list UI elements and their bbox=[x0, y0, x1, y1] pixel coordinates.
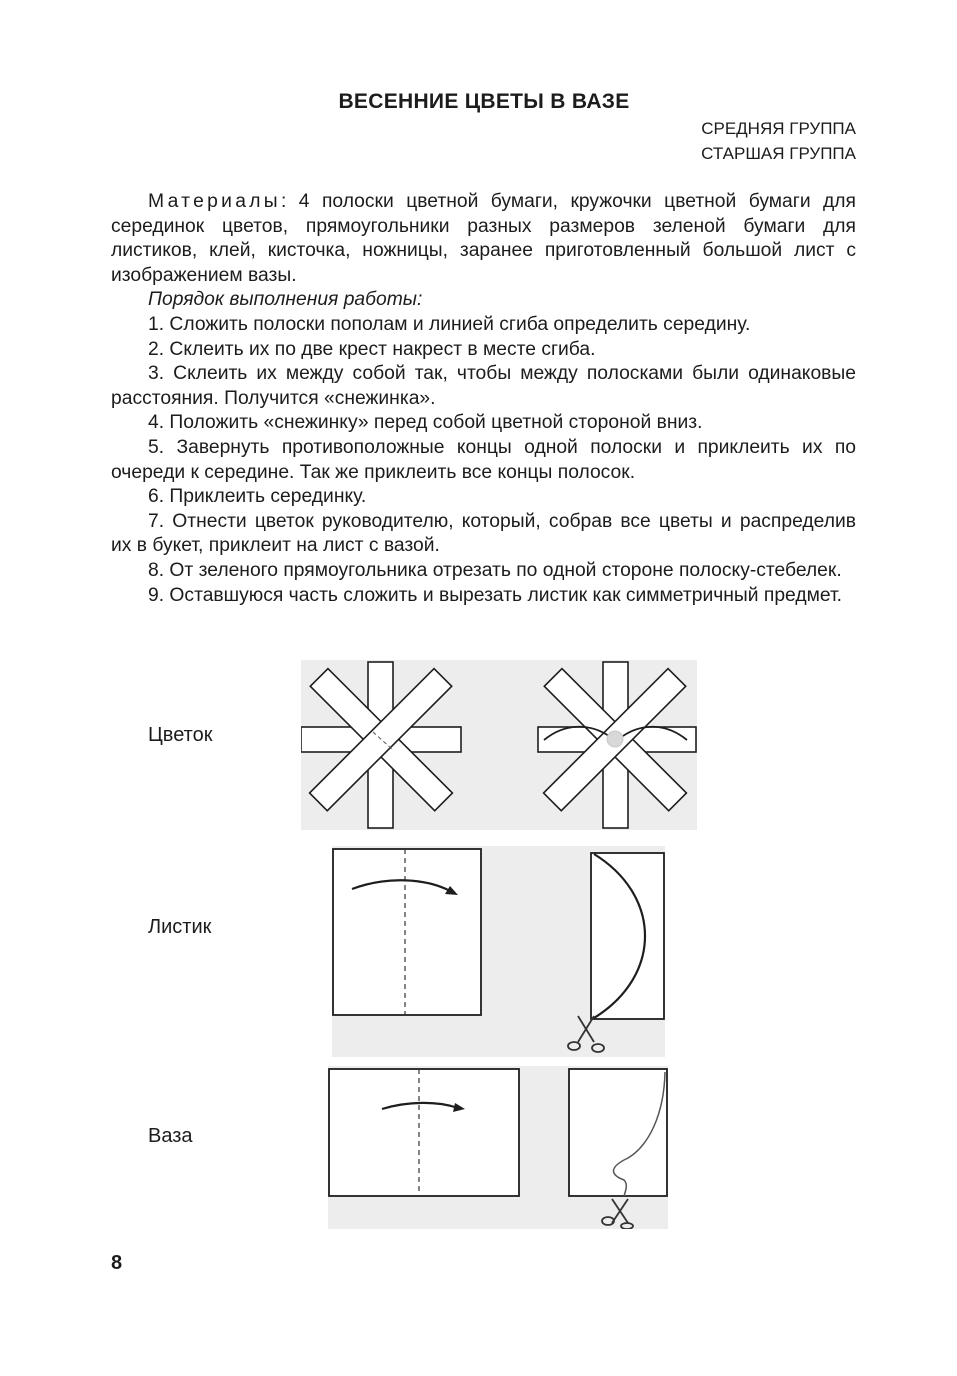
vase-diagram bbox=[328, 1066, 668, 1229]
flower-center-icon bbox=[607, 731, 623, 747]
step-9: 9. Оставшуюся часть сложить и вырезать листик как симметричный предмет. bbox=[148, 584, 842, 606]
flower-figure bbox=[301, 660, 697, 830]
materials-text: : 4 полоски цветной бумаги, кружочки цветной бумаги для серединок цветов, прямоугольники разных размеров зеленой бумаги для листиков, клей, кисточка, ножницы, заранее приготовленный большой лист с изображением вазы. bbox=[111, 191, 856, 286]
step-7: 7. Отнести цветок руководителю, который, собрав все цветы и распределив их в букет, приклеит на лист с вазой. bbox=[111, 510, 856, 557]
procedure-heading: Порядок выполнения работы: bbox=[148, 289, 423, 311]
step-6: 6. Приклеить серединку. bbox=[148, 486, 367, 508]
page-title: ВЕСЕННИЕ ЦВЕТЫ В ВАЗЕ bbox=[338, 90, 630, 113]
step-5: 5. Завернуть противоположные концы одной полоски и приклеить их по очереди к середине. Так же приклеить все концы полосок. bbox=[111, 436, 856, 483]
page-number: 8 bbox=[111, 1252, 123, 1274]
step-8: 8. От зеленого прямоугольника отрезать по одной стороне полоску-стебелек. bbox=[148, 559, 842, 581]
vase-figure bbox=[328, 1066, 668, 1229]
step-2: 2. Склеить их по две крест накрест в месте сгиба. bbox=[148, 338, 596, 360]
flower-label: Цветок bbox=[148, 724, 213, 746]
leaf-figure bbox=[332, 846, 665, 1057]
scissors-icon bbox=[568, 1016, 604, 1052]
materials-label: Материалы bbox=[148, 191, 281, 212]
age-group-middle: СРЕДНЯЯ ГРУППА bbox=[701, 119, 856, 138]
step-3: 3. Склеить их между собой так, чтобы между полосками были одинаковые расстояния. Получится «снежинка». bbox=[111, 363, 856, 409]
age-group-senior: СТАРШАЯ ГРУППА bbox=[701, 144, 856, 163]
step-4: 4. Положить «снежинку» перед собой цветной стороной вниз. bbox=[148, 412, 703, 434]
materials-paragraph bbox=[111, 190, 856, 608]
scissors-icon bbox=[602, 1199, 633, 1229]
leaf-label: Листик bbox=[148, 916, 212, 938]
flower-diagram bbox=[301, 660, 697, 830]
leaf-diagram bbox=[332, 846, 665, 1057]
vase-label: Ваза bbox=[148, 1125, 193, 1147]
step-1: 1. Сложить полоски пополам и линией сгиба определить середину. bbox=[148, 313, 751, 335]
